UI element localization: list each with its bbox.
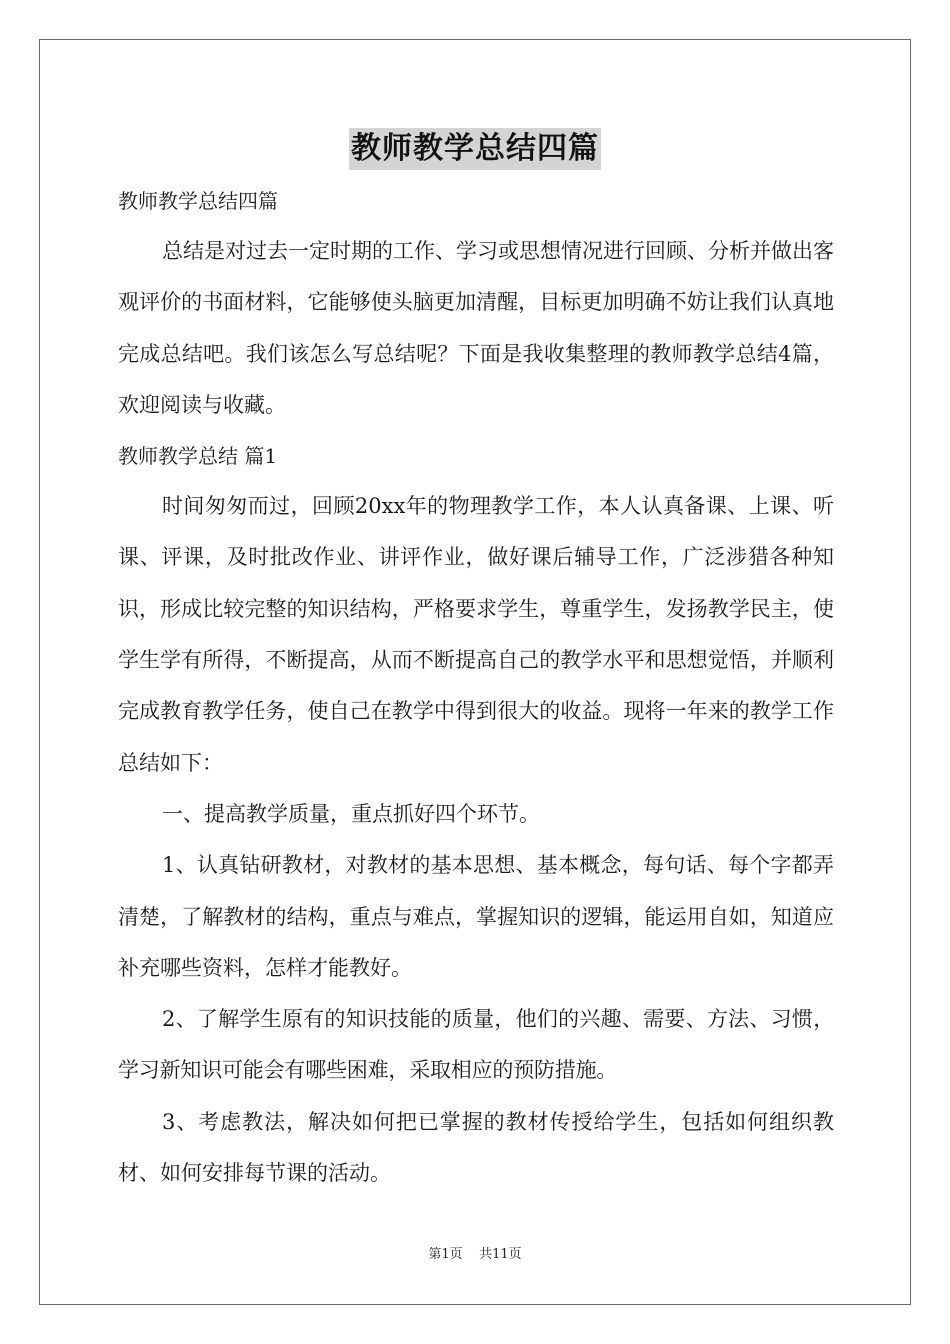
point-2-paragraph: 2、了解学生原有的知识技能的质量，他们的兴趣、需要、方法、习惯，学习新知识可能会有哪些困难，采取相应的预防措施。 [118,1007,834,1083]
intro-paragraph: 总结是对过去一定时期的工作、学习或思想情况进行回顾、分析并做出客观评价的书面材料，它能够使头脑更加清醒，目标更加明确不妨让我们认真地完成总结吧。我们该怎么写总结呢？下面是我收集整理的教师教学总结4篇，欢迎阅读与收藏。 [118,239,834,417]
point-heading: 一、提高教学质量，重点抓好四个环节。 [162,801,540,826]
document-subtitle: 教师教学总结四篇 [118,189,278,213]
page-number-footer: 第1页 共11页 [428,1247,522,1262]
document-body [118,176,834,1199]
point-1-paragraph: 1、认真钻研教材，对教材的基本思想、基本概念，每句话、每个字都弄清楚，了解教材的结构，重点与难点，掌握知识的逻辑，能运用自如，知道应补充哪些资料，怎样才能教好。 [118,853,834,980]
section-1-paragraph: 时间匆匆而过，回顾20xx年的物理教学工作，本人认真备课、上课、听课、评课，及时批改作业、讲评作业，做好课后辅导工作，广泛涉猎各种知识，形成比较完整的知识结构，严格要求学生，尊重学生，发扬教学民主，使学生学有所得，不断提高，从而不断提高自己的教学水平和思想觉悟，并顺利完成教育教学任务，使自己在教学中得到很大的收益。现将一年来的教学工作总结如下： [118,494,834,775]
document-title-text: 教师教学总结四篇 [349,128,601,170]
document-title [0,128,950,170]
section-heading-1: 教师教学总结 篇1 [118,444,278,469]
point-3-paragraph: 3、考虑教法，解决如何把已掌握的教材传授给学生，包括如何组织教材、如何安排每节课的活动。 [118,1109,834,1186]
